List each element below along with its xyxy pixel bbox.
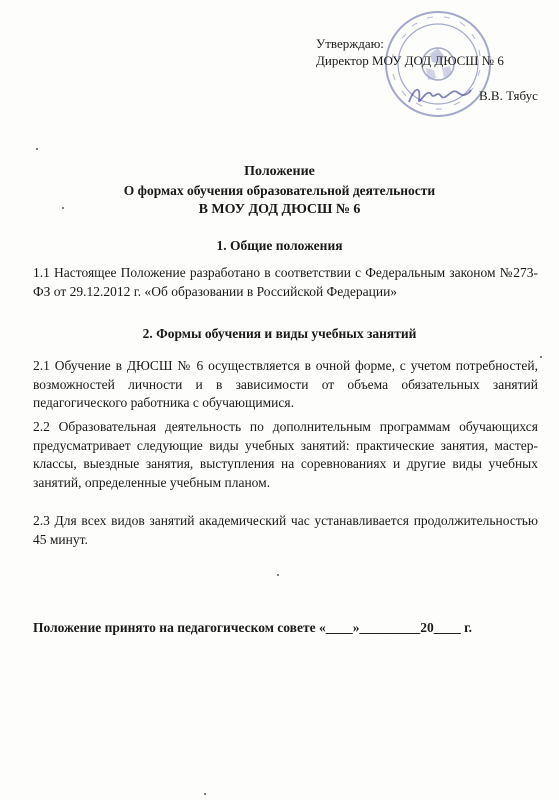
paragraph-2-3: 2.3 Для всех видов занятий академический час устанавливается продолжительностью 45 минут. xyxy=(33,513,538,547)
scan-speck xyxy=(204,793,206,795)
title-line-3: В МОУ ДОД ДЮСШ № 6 xyxy=(198,202,361,217)
director-name: В.В. Тябус xyxy=(479,88,538,103)
scan-speck xyxy=(36,148,38,150)
director-signature xyxy=(405,80,475,110)
approval-label: Утверждаю: xyxy=(316,36,384,51)
section-2-heading: 2. Формы обучения и виды учебных занятий xyxy=(142,326,417,341)
council-adoption-note: Положение принято на педагогическом совете «____»_________20____ г. xyxy=(33,620,473,635)
director-title: Директор МОУ ДОД ДЮСШ № 6 xyxy=(316,53,504,68)
scan-speck xyxy=(277,574,279,576)
document-title xyxy=(0,162,559,219)
scan-speck xyxy=(540,356,542,358)
scan-speck xyxy=(62,207,64,209)
paragraph-1-1: 1.1 Настоящее Положение разработано в соответствии с Федеральным законом №273-ФЗ от 29.12.2012 г. «Об образовании в Российской Федерации» xyxy=(33,265,538,299)
paragraph-2-2: 2.2 Образовательная деятельность по дополнительным программам обучающихся предусматривает следующие виды учебных занятий: практические занятия, мастер-классы, выездные занятия, выступления на соревнованиях и другие виды учебных занятий, определенные учебным планом. xyxy=(33,419,538,490)
approval-block xyxy=(316,35,538,103)
section-1-heading: 1. Общие положения xyxy=(216,238,343,253)
title-line-1: Положение xyxy=(244,164,315,179)
paragraph-2-1: 2.1 Обучение в ДЮСШ № 6 осуществляется в очной форме, с учетом потребностей, возможностей личности и в зависимости от объема обязательных занятий педагогического работника с обучающимися. xyxy=(33,358,538,410)
title-line-2: О формах обучения образовательной деятельности xyxy=(123,183,436,198)
